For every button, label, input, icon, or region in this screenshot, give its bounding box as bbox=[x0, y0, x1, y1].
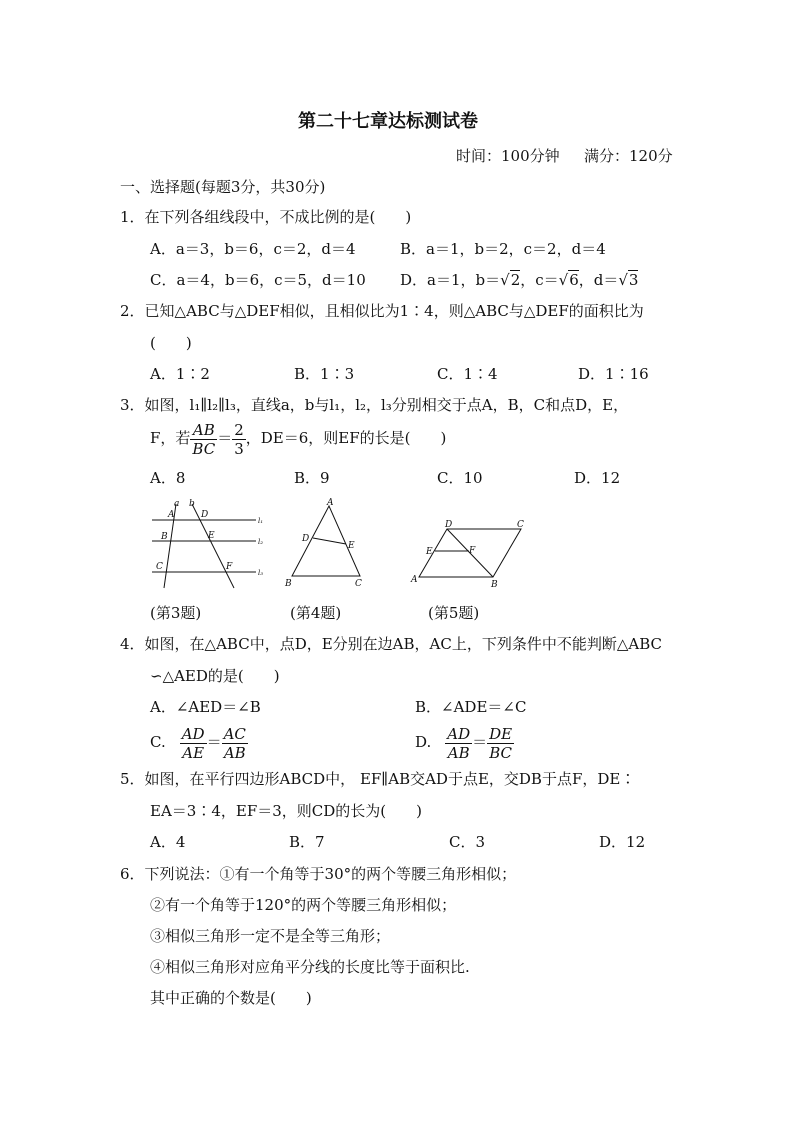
label-F: F bbox=[226, 562, 233, 572]
fraction-2-3 bbox=[232, 421, 246, 458]
label-E: E bbox=[208, 531, 215, 541]
question-5-stem: 5．如图，在平行四边形ABCD中， EF∥AB交AD于点E，交DB于点F，DE∶ bbox=[120, 770, 636, 788]
q4-option-a: A．∠AED＝∠B bbox=[150, 698, 261, 716]
question-3-stem: 3．如图，l₁∥l₂∥l₃，直线a，b与l₁，l₂，l₃分别相交于点A，B，C和点D，E， bbox=[120, 396, 629, 414]
label-D: D bbox=[302, 534, 310, 544]
q3-pre: F，若 bbox=[150, 429, 191, 447]
label-A: A bbox=[168, 510, 175, 520]
label-a: a bbox=[174, 499, 180, 509]
label-B: B bbox=[285, 579, 292, 589]
q1-option-b: B．a＝1，b＝2，c＝2，d＝4 bbox=[400, 240, 606, 258]
frac-num: AD bbox=[447, 724, 471, 743]
q1-option-c: C．a＝4，b＝6，c＝5，d＝10 bbox=[150, 271, 366, 289]
q6-prompt: 其中正确的个数是( ) bbox=[150, 989, 312, 1007]
label-B: B bbox=[161, 532, 168, 542]
q2-paren: ( ) bbox=[150, 334, 192, 352]
equals: ＝ bbox=[472, 733, 488, 751]
label-F: F bbox=[469, 546, 476, 556]
fraction bbox=[487, 725, 514, 762]
figure-3 bbox=[140, 496, 270, 592]
q5-option-c: C．3 bbox=[449, 833, 486, 851]
frac-den: AE bbox=[182, 743, 205, 762]
q3-option-b: B．9 bbox=[294, 469, 330, 487]
label-l2: l₂ bbox=[258, 538, 264, 546]
q3-option-c: C．10 bbox=[437, 469, 483, 487]
question-1-stem: 1．在下列各组线段中，不成比例的是( ) bbox=[120, 208, 412, 226]
frac-num: AD bbox=[181, 724, 205, 743]
fraction bbox=[222, 725, 248, 762]
q3-eq: ＝ bbox=[217, 429, 233, 447]
q1-d-d: ，d＝ bbox=[578, 271, 619, 289]
page-title: 第二十七章达标测试卷 bbox=[298, 111, 478, 132]
q4-option-b: B．∠ADE＝∠C bbox=[415, 698, 527, 716]
q1-d-c: ，c＝ bbox=[520, 271, 559, 289]
label-D: D bbox=[201, 510, 209, 520]
label-A: A bbox=[411, 575, 418, 585]
sqrt-2: 2 bbox=[510, 271, 521, 289]
time-info: 时间：100分钟 bbox=[456, 147, 560, 165]
label-b: b bbox=[189, 499, 195, 509]
q1-option-a: A．a＝3，b＝6，c＝2，d＝4 bbox=[150, 240, 356, 258]
q1-d-prefix: D．a＝1，b＝ bbox=[400, 271, 501, 289]
frac-den: AB bbox=[447, 743, 470, 762]
question-4-stem-2: ∽△AED的是( ) bbox=[150, 667, 280, 685]
q3-post: ，DE＝6，则EF的长是( ) bbox=[245, 429, 447, 447]
equals: ＝ bbox=[206, 733, 222, 751]
question-2-stem: 2．已知△ABC与△DEF相似，且相似比为1∶4，则△ABC与△DEF的面积比为 bbox=[120, 302, 644, 320]
fraction bbox=[180, 725, 207, 762]
q1-option-d: D．a＝1，b＝√2，c＝√6，d＝√3 bbox=[400, 271, 639, 289]
question-4-stem: 4．如图，在△ABC中，点D，E分别在边AB，AC上，下列条件中不能判断△ABC bbox=[120, 635, 662, 653]
frac-num: AB bbox=[190, 421, 217, 440]
frac-den: 3 bbox=[234, 439, 244, 458]
score-info: 满分：120分 bbox=[584, 147, 673, 165]
sqrt-3: 3 bbox=[628, 271, 639, 289]
q4-option-c bbox=[150, 722, 248, 762]
option-label: D. bbox=[415, 733, 432, 751]
figure-4 bbox=[280, 496, 370, 592]
q5-option-b: B．7 bbox=[289, 833, 325, 851]
question-3-line2 bbox=[150, 418, 446, 458]
label-C: C bbox=[517, 520, 524, 530]
figure-3-caption: (第3题) bbox=[150, 604, 202, 622]
frac-num: DE bbox=[489, 724, 513, 743]
frac-den: AB bbox=[223, 743, 246, 762]
figure-5 bbox=[405, 515, 555, 590]
label-D: D bbox=[445, 520, 453, 530]
q3-option-d: D．12 bbox=[574, 469, 621, 487]
frac-num: 2 bbox=[234, 420, 244, 439]
question-6-stem: 6．下列说法：①有一个角等于30°的两个等腰三角形相似； bbox=[120, 865, 517, 883]
q2-option-c: C．1∶4 bbox=[437, 365, 498, 383]
label-E: E bbox=[426, 547, 433, 557]
q5-option-a: A．4 bbox=[150, 833, 186, 851]
figure-4-caption: (第4题) bbox=[290, 604, 342, 622]
label-l3: l₃ bbox=[258, 569, 264, 577]
q2-option-b: B．1∶3 bbox=[294, 365, 355, 383]
q6-statement-4: ④相似三角形对应角平分线的长度比等于面积比. bbox=[150, 958, 470, 976]
q3-option-a: A．8 bbox=[150, 469, 186, 487]
label-A: A bbox=[327, 498, 334, 508]
frac-den: BC bbox=[489, 743, 513, 762]
sqrt-6: 6 bbox=[569, 271, 579, 289]
label-C: C bbox=[156, 562, 163, 572]
label-l1: l₁ bbox=[258, 517, 264, 525]
frac-num: AC bbox=[223, 724, 246, 743]
fraction-ab-bc bbox=[190, 421, 217, 458]
option-label: C. bbox=[150, 733, 166, 751]
label-B: B bbox=[491, 580, 498, 590]
label-C: C bbox=[355, 579, 362, 589]
q4-option-d bbox=[415, 722, 514, 762]
q2-option-a: A．1∶2 bbox=[150, 365, 210, 383]
q6-statement-3: ③相似三角形一定不是全等三角形； bbox=[150, 927, 391, 945]
section-heading: 一、选择题(每题3分，共30分) bbox=[120, 178, 326, 196]
label-E: E bbox=[348, 541, 355, 551]
q6-statement-2: ②有一个角等于120°的两个等腰三角形相似； bbox=[150, 896, 457, 914]
q5-option-d: D．12 bbox=[599, 833, 646, 851]
fraction bbox=[445, 725, 472, 762]
frac-den: BC bbox=[192, 439, 216, 458]
q2-option-d: D．1∶16 bbox=[578, 365, 649, 383]
question-5-stem-2: EA＝3∶4，EF＝3，则CD的长为( ) bbox=[150, 802, 422, 820]
figure-5-caption: (第5题) bbox=[428, 604, 480, 622]
